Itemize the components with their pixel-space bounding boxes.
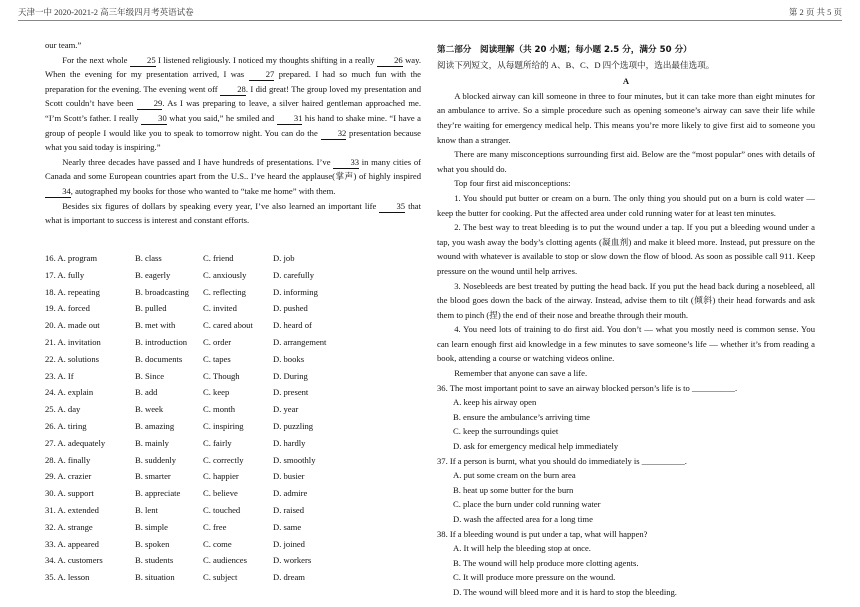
option-choice: 31. A. extended <box>45 504 99 515</box>
option-choice: 23. A. If <box>45 370 74 381</box>
option-choice: C. fairly <box>203 437 232 448</box>
option-choice: C. touched <box>203 504 241 515</box>
option-row <box>45 519 415 536</box>
paragraph: Remember that anyone can save a life. <box>454 368 588 379</box>
blank: 27 <box>249 69 275 81</box>
option-choice: 28. A. finally <box>45 454 91 465</box>
option-choice: C. cared about <box>203 320 253 331</box>
blank: 31 <box>277 113 303 125</box>
option-row <box>45 552 415 569</box>
option-choice: D. present <box>273 387 309 398</box>
question-list <box>437 381 815 600</box>
option-choice: C. reflecting <box>203 286 246 297</box>
option-choice: B. class <box>135 253 162 263</box>
question-option: D. wash the affected area for a long time <box>453 514 593 524</box>
option-choice: B. met with <box>135 320 176 331</box>
option-choice: D. arrangement <box>273 336 327 347</box>
option-choice: D. raised <box>273 504 305 515</box>
question-option: C. place the burn under cold running water <box>453 499 601 510</box>
blank: 29 <box>137 98 163 110</box>
option-row <box>45 384 415 401</box>
option-choice: D. pushed <box>273 303 308 314</box>
option-choice: C. keep <box>203 387 230 398</box>
option-row <box>45 418 415 435</box>
reading-section <box>437 45 815 600</box>
option-choice: 30. A. support <box>45 488 94 499</box>
paragraph: 1. You should put butter or cream on a burn. The only thing you should put on a burn is cold water — keep the butter for cooking. Put the affected area under cold running water for at least ten minutes. <box>437 192 815 218</box>
option-choice: D. heard of <box>273 320 312 331</box>
option-choice: D. admire <box>273 488 308 499</box>
option-row <box>45 401 415 418</box>
option-choice: 35. A. lesson <box>45 572 90 583</box>
option-choice: B. Since <box>135 370 165 381</box>
option-choice: C. order <box>203 336 232 347</box>
option-choice: C. month <box>203 404 235 415</box>
question-option: C. keep the surroundings quiet <box>453 426 559 437</box>
option-choice: C. tapes <box>203 353 231 364</box>
option-row <box>45 317 415 334</box>
option-row <box>45 435 415 452</box>
blank: 30 <box>141 113 167 125</box>
option-choice: 33. A. appeared <box>45 538 99 549</box>
option-choice: B. simple <box>135 521 168 532</box>
option-choice: 34. A. customers <box>45 555 103 566</box>
question-option: B. The wound will help produce more clotting agents. <box>453 557 639 568</box>
question-option: D. ask for emergency medical help immediately <box>453 441 619 452</box>
blank: 25 <box>130 55 156 67</box>
option-row <box>45 250 415 267</box>
option-choice: C. subject <box>203 572 238 583</box>
option-choice: B. situation <box>135 572 175 583</box>
option-choice: C. come <box>203 538 232 549</box>
option-choice: 20. A. made out <box>45 320 100 331</box>
option-choice: C. correctly <box>203 454 244 465</box>
option-row <box>45 502 415 519</box>
blank: 32 <box>321 128 347 140</box>
option-choice: 18. A. repeating <box>45 286 100 297</box>
page-header <box>18 4 842 21</box>
paragraph: Besides six figures of dollars by speaking every year, I’ve also learned an important life 35 that what is important to success is interest and constant efforts. <box>45 200 421 226</box>
question-option: B. ensure the ambulance’s arriving time <box>453 411 590 422</box>
option-choice: C. anxiously <box>203 269 247 280</box>
option-choice: 21. A. invitation <box>45 336 101 347</box>
blank: 33 <box>333 157 359 169</box>
option-choice: 29. A. crazier <box>45 471 92 482</box>
blank: 35 <box>379 201 405 213</box>
blank: 34 <box>45 186 71 198</box>
option-choice: D. During <box>273 370 308 381</box>
page-number: 第 2 页 共 5 页 <box>788 7 842 17</box>
option-choice: B. pulled <box>135 303 167 314</box>
option-choice: C. Though <box>203 370 240 381</box>
option-choice: 22. A. solutions <box>45 353 99 364</box>
option-choice: C. happier <box>203 471 239 482</box>
option-choice: D. hardly <box>273 437 306 448</box>
option-row <box>45 368 415 385</box>
option-choice: B. amazing <box>135 420 175 431</box>
section-title: 第二部分 阅读理解（共 20 小题；每小题 2.5 分，满分 50 分） <box>437 45 692 55</box>
option-choice: B. week <box>135 404 164 415</box>
option-choice: C. friend <box>203 253 234 263</box>
question-stem: 36. The most important point to save an airway blocked person’s life is to __________. <box>437 382 738 393</box>
option-row <box>45 351 415 368</box>
option-row <box>45 569 415 586</box>
option-row <box>45 300 415 317</box>
option-row <box>45 536 415 553</box>
option-choice: D. dream <box>273 572 305 583</box>
option-choice: D. job <box>273 253 295 263</box>
option-choice: C. free <box>203 521 227 532</box>
option-choice: C. audiences <box>203 555 247 566</box>
question-option: C. It will produce more pressure on the wound. <box>453 572 616 583</box>
option-choice: 19. A. forced <box>45 303 90 314</box>
option-choice: B. add <box>135 387 158 398</box>
cloze-passage <box>45 40 422 228</box>
option-choice: D. smoothly <box>273 454 316 465</box>
answer-options-table <box>45 250 415 586</box>
option-choice: 25. A. day <box>45 404 81 415</box>
option-choice: D. year <box>273 404 299 415</box>
question-option: A. It will help the bleeding stop at once. <box>453 543 591 554</box>
option-choice: 17. A. fully <box>45 269 85 280</box>
option-row <box>45 267 415 284</box>
paragraph: Nearly three decades have passed and I have hundreds of presentations. I’ve 33 in many cities of Canada and some European countries apart from the U.S.. I’ve heard the applause(掌声) of highly inspired 34, autographed my books for those who wanted to “take me home” with them. <box>45 156 421 196</box>
option-choice: D. puzzling <box>273 420 314 431</box>
question-stem: 38. If a bleeding wound is put under a tap, what will happen? <box>437 528 648 539</box>
option-choice: C. believe <box>203 488 238 499</box>
paragraph: our team.” <box>45 40 82 50</box>
option-choice: B. mainly <box>135 437 169 448</box>
option-choice: B. broadcasting <box>135 286 189 297</box>
option-choice: B. eagerly <box>135 269 171 280</box>
question-option: D. The wound will bleed more and it is hard to stop the bleeding. <box>453 586 677 597</box>
passage-label: A <box>622 76 630 87</box>
header-title: 天津一中 2020-2021-2 高三年级四月考英语试卷 <box>18 7 194 17</box>
option-choice: B. spoken <box>135 538 170 549</box>
option-choice: B. documents <box>135 353 183 364</box>
option-choice: D. joined <box>273 538 305 549</box>
option-choice: C. invited <box>203 303 237 314</box>
blank: 26 <box>377 55 403 67</box>
option-choice: 32. A. strange <box>45 521 93 532</box>
option-choice: D. workers <box>273 555 312 566</box>
option-row <box>45 334 415 351</box>
option-choice: B. students <box>135 555 174 566</box>
instructions: 阅读下列短文，从每题所给的 A、B、C、D 四个选项中，选出最佳选项。 <box>437 59 715 70</box>
blank: 28 <box>220 84 246 96</box>
option-choice: D. busier <box>273 471 305 482</box>
option-choice: B. introduction <box>135 336 188 347</box>
question-stem: 37. If a person is burnt, what you should do immediately is __________. <box>437 455 687 466</box>
option-choice: D. books <box>273 353 305 364</box>
option-choice: B. suddenly <box>135 454 177 465</box>
paragraph: Top four first aid misconceptions: <box>454 178 571 189</box>
option-choice: B. smarter <box>135 471 171 482</box>
paragraph: A blocked airway can kill someone in three to four minutes, but it can take more than eight minutes for an ambulance to arrive. So a simple procedure such as opening someone’s airway can save their life while they’re waiting for emergency medical help. This means you’re more likely to give first aid to someone you know than a stranger. <box>437 90 815 145</box>
option-choice: B. appreciate <box>135 488 181 499</box>
paragraph: For the next whole 25 I listened religiously. I noticed my thoughts shifting in a really 26 way. When the evening for my presentation arrived, I was 27 prepared. I had so much fun with the preparation for the evening. The evening went off 28. I did great! The group loved my presentation and Scott couldn’t have been 29. As I was preparing to leave, a silver haired gentleman approached me. “I’m Scott’s father. I really 30 what you said,” he smiled and 31 his hand to shake mine. “I have a group of people I would like you to speak to tomorrow night. You can do the 32 presentation because what you said today is inspiring.” <box>45 54 422 153</box>
paragraph: There are many misconceptions surrounding first aid. Below are the “most popular” ones with details of what you should do. <box>437 149 815 174</box>
paragraph: 2. The best way to treat bleeding is to put the wound under a tap. If you put a bleeding wound under a tap, you wash away the body’s clotting agents (凝血剂) and make it bleed more. Instead, put pressure on the wound with whatever is available to stop or slow down the flow of blood. As soon as possible call 911. Keep pressure on the wound until help arrives. <box>437 222 815 276</box>
option-choice: C. inspiring <box>203 420 244 431</box>
option-choice: D. carefully <box>273 269 315 280</box>
option-choice: 27. A. adequately <box>45 437 106 448</box>
option-row <box>45 485 415 502</box>
question-option: A. put some cream on the burn area <box>453 470 576 481</box>
option-row <box>45 468 415 485</box>
option-row <box>45 452 415 469</box>
option-choice: 16. A. program <box>45 253 98 263</box>
option-row <box>45 284 415 301</box>
option-choice: D. same <box>273 521 302 532</box>
paragraph: 3. Nosebleeds are best treated by putting the head back. If you put the head back during a nosebleed, all the blood goes down the back of the airway. Instead, advise them to tilt (倾斜) their head forwards and ask them to pinch (捏) the end of their nose and breathe through their mouth. <box>437 280 815 320</box>
option-choice: B. lent <box>135 504 158 515</box>
paragraph: 4. You need lots of training to do first aid. You don’t — what you mostly need is common sense. You can learn enough first aid knowledge in a few minutes to save someone’s life — whether it’s from reading a book, attending a course or watching videos online. <box>437 324 815 364</box>
option-choice: 24. A. explain <box>45 387 94 398</box>
question-option: A. keep his airway open <box>453 397 537 408</box>
option-choice: D. informing <box>273 286 318 297</box>
question-option: B. heat up some butter for the burn <box>453 484 574 495</box>
option-choice: 26. A. tiring <box>45 420 87 431</box>
